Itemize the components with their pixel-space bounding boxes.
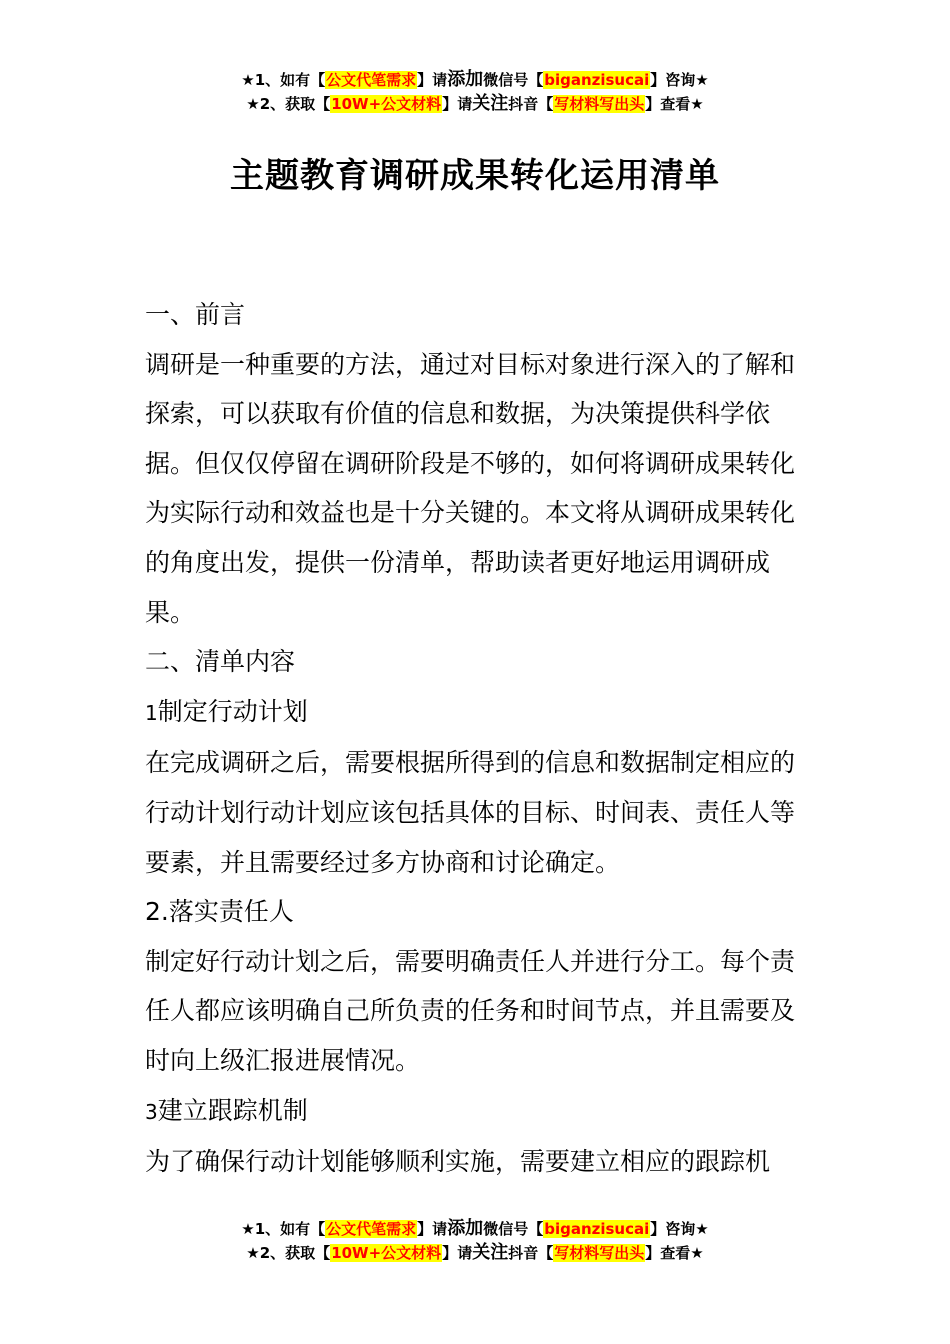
header-banner — [0, 68, 950, 116]
item-heading-1: 1制定行动计划 — [145, 696, 308, 726]
highlight-materials: 10W+公文材料 — [331, 1244, 442, 1262]
item-heading-3: 3建立跟踪机制 — [145, 1095, 308, 1125]
paragraph-item-2: 制定好行动计划之后，需要明确责任人并进行分工。每个责任人都应该明确自己所负责的任务和时间节点，并且需要及时向上级汇报进展情况。 — [145, 946, 796, 1075]
document-body — [145, 290, 810, 1187]
banner-line-1: ★1、如有【公文代笔需求】请添加微信号【biganzisucai】咨询★ — [241, 69, 709, 90]
section-heading-preface: 一、前言 — [145, 300, 246, 329]
highlight-service: 公文代笔需求 — [326, 71, 417, 89]
highlight-materials: 10W+公文材料 — [331, 95, 442, 113]
highlight-service: 公文代笔需求 — [326, 1220, 417, 1238]
highlight-wechat-id: biganzisucai — [544, 71, 650, 89]
banner-line-2: ★2、获取【10W+公文材料】请关注抖音【写材料写出头】查看★ — [246, 93, 704, 114]
footer-banner — [0, 1217, 950, 1265]
banner-line-2: ★2、获取【10W+公文材料】请关注抖音【写材料写出头】查看★ — [246, 1242, 704, 1263]
highlight-wechat-id: biganzisucai — [544, 1220, 650, 1238]
section-heading-list: 二、清单内容 — [145, 647, 296, 677]
highlight-douyin-account: 写材料写出头 — [554, 1244, 645, 1262]
document-title: 主题教育调研成果转化运用清单 — [230, 156, 720, 196]
paragraph-item-1: 在完成调研之后，需要根据所得到的信息和数据制定相应的行动计划行动计划应该包括具体的目标、时间表、责任人等要素，并且需要经过多方协商和讨论确定。 — [145, 748, 796, 877]
banner-line-1: ★1、如有【公文代笔需求】请添加微信号【biganzisucai】咨询★ — [241, 1218, 709, 1239]
paragraph-preface: 调研是一种重要的方法，通过对目标对象进行深入的了解和探索，可以获取有价值的信息和数据，为决策提供科学依据。但仅仅停留在调研阶段是不够的，如何将调研成果转化为实际行动和效益也是十分关键的。本文将从调研成果转化的角度出发，提供一份清单，帮助读者更好地运用调研成果。 — [145, 349, 796, 627]
item-heading-2: 2.落实责任人 — [145, 897, 294, 927]
highlight-douyin-account: 写材料写出头 — [554, 95, 645, 113]
paragraph-item-3: 为了确保行动计划能够顺利实施，需要建立相应的跟踪机 — [145, 1147, 771, 1177]
